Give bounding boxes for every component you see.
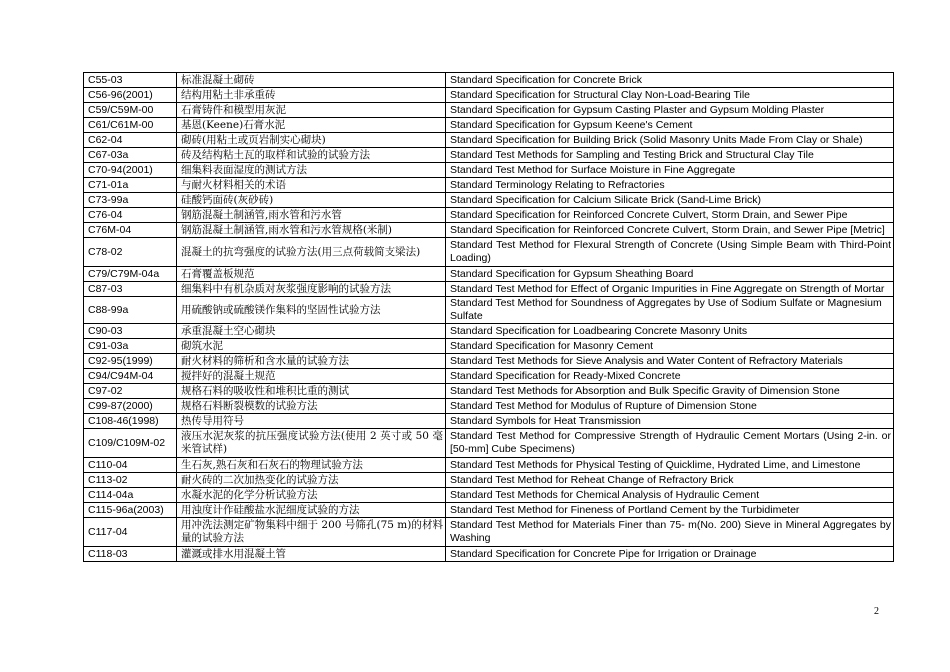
table-row [84,238,894,267]
english-title: Standard Test Method for Surface Moisture in Fine Aggregate [446,163,894,178]
standard-code: C99-87(2000) [84,399,177,414]
english-title: Standard Symbols for Heat Transmission [446,414,894,429]
chinese-title: 与耐火材料相关的术语 [177,178,446,193]
standard-code: C76M-04 [84,223,177,238]
chinese-title: 用浊度计作硅酸盐水泥细度试验的方法 [177,503,446,518]
chinese-title: 规格石料断裂模数的试验方法 [177,399,446,414]
english-title: Standard Test Methods for Sampling and Testing Brick and Structural Clay Tile [446,148,894,163]
standard-code: C70-94(2001) [84,163,177,178]
table-row [84,369,894,384]
table-row [84,267,894,282]
table-row [84,354,894,369]
english-title: Standard Test Methods for Absorption and Bulk Specific Gravity of Dimension Stone [446,384,894,399]
table-row [84,178,894,193]
english-title: Standard Specification for Gypsum Sheathing Board [446,267,894,282]
english-title: Standard Specification for Concrete Brick [446,73,894,88]
standard-code: C73-99a [84,193,177,208]
table-row [84,324,894,339]
table-row [84,429,894,458]
english-title: Standard Test Method for Compressive Strength of Hydraulic Cement Mortars (Using 2-in. or [50-mm] Cube Specimens) [446,429,894,458]
english-title: Standard Specification for Gypsum Casting Plaster and Gypsum Molding Plaster [446,103,894,118]
standard-code: C76-04 [84,208,177,223]
standard-code: C78-02 [84,238,177,267]
table-row [84,384,894,399]
chinese-title: 耐火材料的筛析和含水量的试验方法 [177,354,446,369]
chinese-title: 钢筋混凝土制涵管,雨水管和污水管 [177,208,446,223]
english-title: Standard Test Method for Flexural Strength of Concrete (Using Simple Beam with Third-Point Loading) [446,238,894,267]
standard-code: C62-04 [84,133,177,148]
chinese-title: 石膏覆盖板规范 [177,267,446,282]
english-title: Standard Test Method for Modulus of Rupture of Dimension Stone [446,399,894,414]
chinese-title: 用硫酸钠或硫酸镁作集料的坚固性试验方法 [177,297,446,324]
table-row [84,103,894,118]
table-row [84,282,894,297]
chinese-title: 标准混凝土砌砖 [177,73,446,88]
table-row [84,133,894,148]
english-title: Standard Specification for Loadbearing Concrete Masonry Units [446,324,894,339]
chinese-title: 水凝水泥的化学分析试验方法 [177,488,446,503]
chinese-title: 砌筑水泥 [177,339,446,354]
standard-code: C71-01a [84,178,177,193]
table-row [84,458,894,473]
english-title: Standard Test Method for Materials Finer than 75- m(No. 200) Sieve in Mineral Aggregates by Washing [446,518,894,547]
chinese-title: 基恩(Keene)石膏水泥 [177,118,446,133]
chinese-title: 热传导用符号 [177,414,446,429]
chinese-title: 细集料表面湿度的测试方法 [177,163,446,178]
standard-code: C115-96a(2003) [84,503,177,518]
standards-table-body [84,73,894,562]
chinese-title: 硅酸钙面砖(灰砂砖) [177,193,446,208]
table-row [84,503,894,518]
english-title: Standard Terminology Relating to Refractories [446,178,894,193]
english-title: Standard Specification for Building Brick (Solid Masonry Units Made From Clay or Shale) [446,133,894,148]
standard-code: C55-03 [84,73,177,88]
chinese-title: 搅拌好的混凝土规范 [177,369,446,384]
chinese-title: 砖及结构粘土瓦的取样和试验的试验方法 [177,148,446,163]
english-title: Standard Specification for Gypsum Keene's Cement [446,118,894,133]
english-title: Standard Test Methods for Chemical Analysis of Hydraulic Cement [446,488,894,503]
standard-code: C59/C59M-00 [84,103,177,118]
table-row [84,297,894,324]
standard-code: C79/C79M-04a [84,267,177,282]
standard-code: C118-03 [84,547,177,562]
standard-code: C94/C94M-04 [84,369,177,384]
table-row [84,488,894,503]
english-title: Standard Specification for Ready-Mixed Concrete [446,369,894,384]
chinese-title: 结构用粘土非承重砖 [177,88,446,103]
table-row [84,163,894,178]
english-title: Standard Specification for Reinforced Concrete Culvert, Storm Drain, and Sewer Pipe [446,208,894,223]
english-title: Standard Specification for Structural Clay Non-Load-Bearing Tile [446,88,894,103]
table-row [84,473,894,488]
english-title: Standard Test Method for Effect of Organic Impurities in Fine Aggregate on Strength of Mortar [446,282,894,297]
table-row [84,223,894,238]
chinese-title: 用冲洗法测定矿物集料中细于 200 号筛孔(75 m)的材料量的试验方法 [177,518,446,547]
chinese-title: 细集料中有机杂质对灰浆强度影响的试验方法 [177,282,446,297]
standard-code: C113-02 [84,473,177,488]
table-row [84,547,894,562]
table-row [84,88,894,103]
standard-code: C114-04a [84,488,177,503]
standard-code: C108-46(1998) [84,414,177,429]
english-title: Standard Test Method for Fineness of Portland Cement by the Turbidimeter [446,503,894,518]
table-row [84,118,894,133]
chinese-title: 灌溉或排水用混凝土管 [177,547,446,562]
english-title: Standard Test Methods for Physical Testing of Quicklime, Hydrated Lime, and Limestone [446,458,894,473]
standard-code: C91-03a [84,339,177,354]
standard-code: C117-04 [84,518,177,547]
english-title: Standard Specification for Reinforced Concrete Culvert, Storm Drain, and Sewer Pipe [Metric] [446,223,894,238]
english-title: Standard Test Method for Reheat Change of Refractory Brick [446,473,894,488]
english-title: Standard Test Methods for Sieve Analysis and Water Content of Refractory Materials [446,354,894,369]
english-title: Standard Test Method for Soundness of Aggregates by Use of Sodium Sulfate or Magnesium Sulfate [446,297,894,324]
chinese-title: 承重混凝土空心砌块 [177,324,446,339]
table-row [84,193,894,208]
english-title: Standard Specification for Calcium Silicate Brick (Sand-Lime Brick) [446,193,894,208]
standard-code: C88-99a [84,297,177,324]
standard-code: C110-04 [84,458,177,473]
page-number: 2 [874,606,879,617]
table-row [84,399,894,414]
chinese-title: 生石灰,熟石灰和石灰石的物理试验方法 [177,458,446,473]
english-title: Standard Specification for Concrete Pipe for Irrigation or Drainage [446,547,894,562]
standard-code: C87-03 [84,282,177,297]
standard-code: C61/C61M-00 [84,118,177,133]
table-row [84,148,894,163]
english-title: Standard Specification for Masonry Cement [446,339,894,354]
standards-table [83,72,894,562]
standard-code: C109/C109M-02 [84,429,177,458]
chinese-title: 规格石料的吸收性和堆积比重的测试 [177,384,446,399]
chinese-title: 混凝土的抗弯强度的试验方法(用三点荷载简支梁法) [177,238,446,267]
table-row [84,208,894,223]
table-row [84,339,894,354]
chinese-title: 钢筋混凝土制涵管,雨水管和污水管规格(米制) [177,223,446,238]
standard-code: C56-96(2001) [84,88,177,103]
table-row [84,414,894,429]
standard-code: C90-03 [84,324,177,339]
chinese-title: 砌砖(用粘土或页岩制实心砌块) [177,133,446,148]
chinese-title: 耐火砖的二次加热变化的试验方法 [177,473,446,488]
table-row [84,518,894,547]
standard-code: C97-02 [84,384,177,399]
chinese-title: 液压水泥灰浆的抗压强度试验方法(使用 2 英寸或 50 毫米管试样) [177,429,446,458]
standard-code: C67-03a [84,148,177,163]
standard-code: C92-95(1999) [84,354,177,369]
table-row [84,73,894,88]
chinese-title: 石膏铸件和模型用灰泥 [177,103,446,118]
